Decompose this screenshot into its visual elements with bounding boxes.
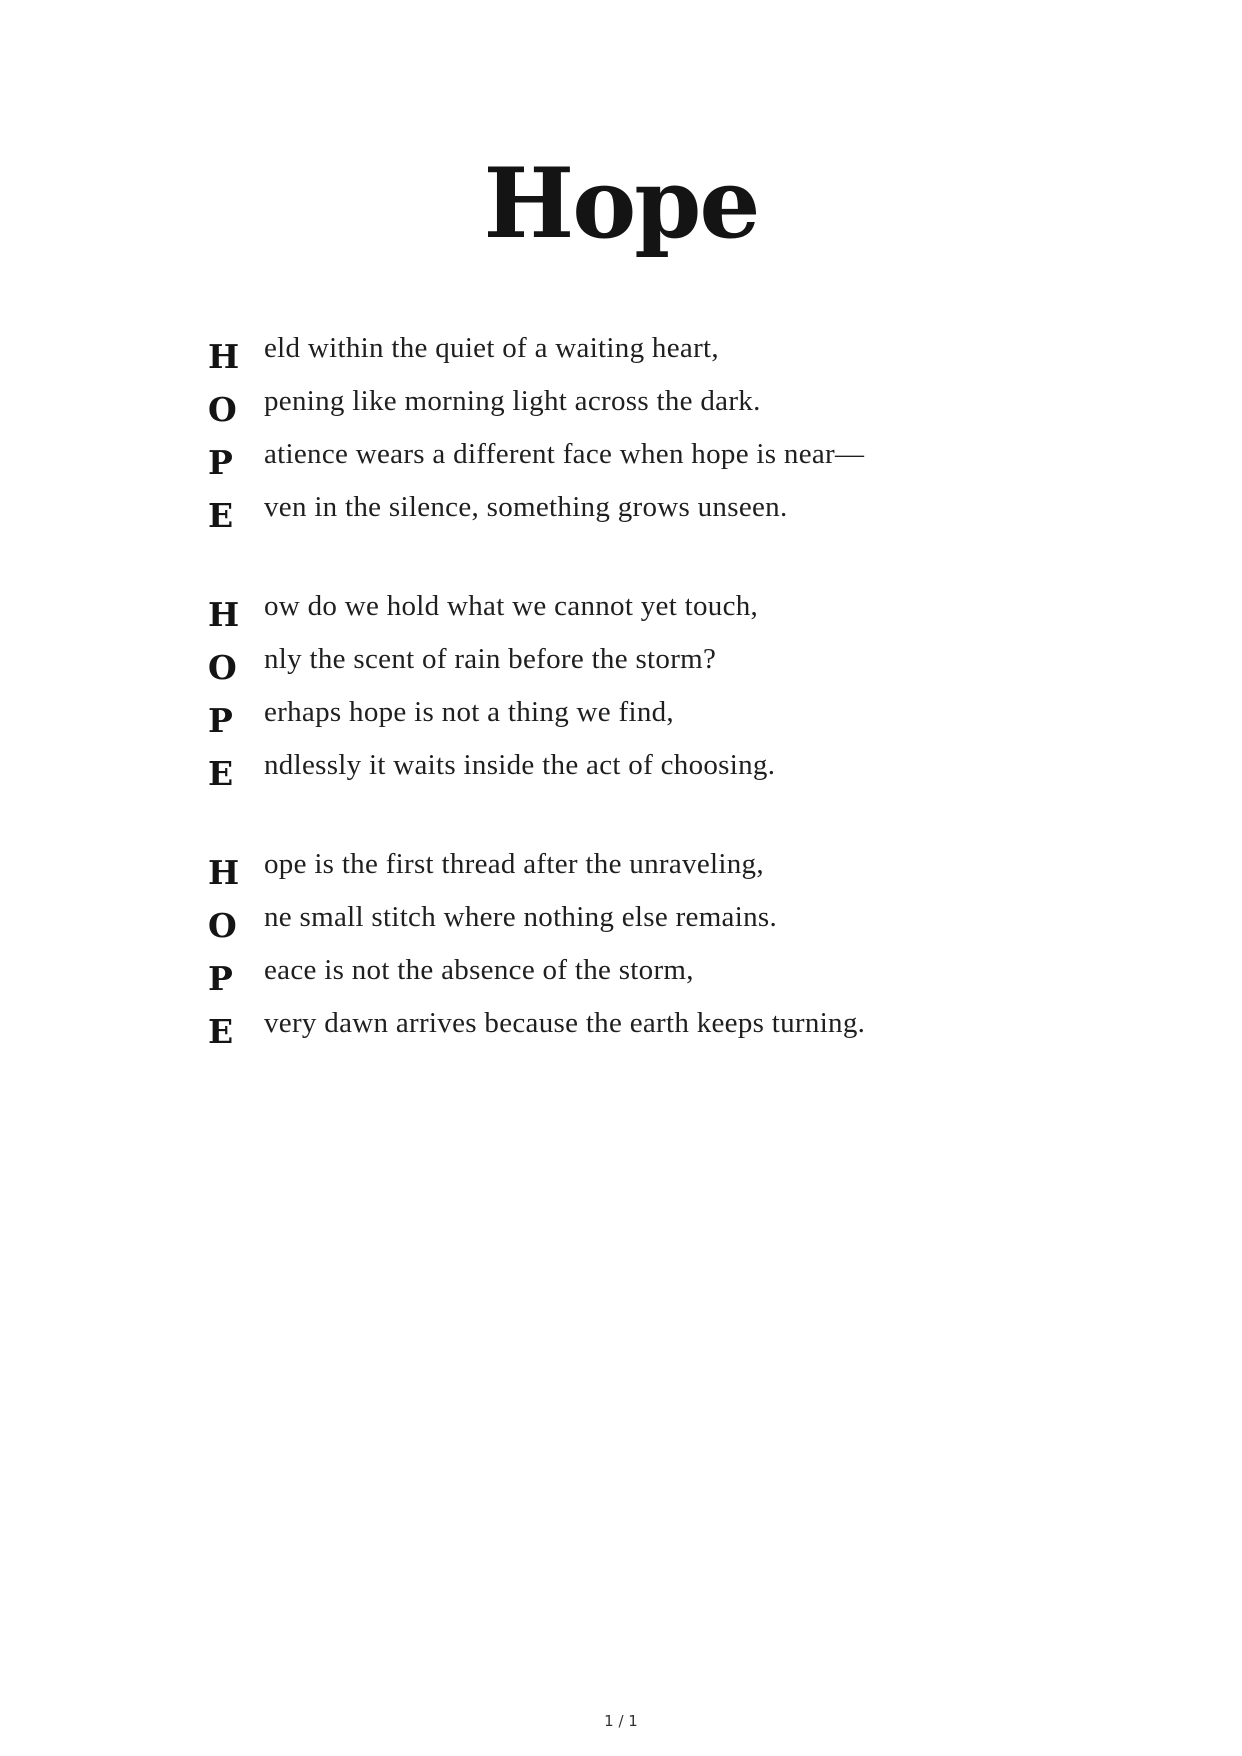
page-title: Hope <box>483 147 759 260</box>
acrostic-initial: O <box>208 906 237 945</box>
acrostic-poem <box>208 330 1008 1104</box>
acrostic-initial: E <box>208 496 234 535</box>
acrostic-initial: H <box>208 337 240 376</box>
line-text: atience wears a different face when hope is near— <box>264 438 865 470</box>
poem-line <box>208 383 1008 436</box>
poem-line <box>208 588 1008 641</box>
acrostic-initial: E <box>208 754 234 793</box>
line-text: ope is the first thread after the unraveling, <box>264 848 764 880</box>
line-text: erhaps hope is not a thing we find, <box>264 696 674 728</box>
line-text: ven in the silence, something grows unseen. <box>264 491 788 523</box>
poem-line <box>208 899 1008 952</box>
acrostic-initial: O <box>208 648 237 687</box>
stanza <box>208 846 1008 1058</box>
poem-line <box>208 694 1008 747</box>
acrostic-initial: P <box>208 959 233 998</box>
poem-line <box>208 846 1008 899</box>
poem-line <box>208 489 1008 542</box>
acrostic-initial: P <box>208 443 233 482</box>
line-text: ow do we hold what we cannot yet touch, <box>264 590 759 622</box>
page-number: 1 / 1 <box>604 1712 638 1730</box>
acrostic-initial: H <box>208 853 240 892</box>
acrostic-initial: E <box>208 1012 234 1051</box>
stanza <box>208 330 1008 542</box>
acrostic-initial: O <box>208 390 237 429</box>
line-text: ne small stitch where nothing else remains. <box>264 901 778 933</box>
poem-line <box>208 1005 1008 1058</box>
poem-line <box>208 330 1008 383</box>
line-text: eace is not the absence of the storm, <box>264 954 694 986</box>
poem-line <box>208 952 1008 1005</box>
line-text: very dawn arrives because the earth keeps turning. <box>264 1007 866 1039</box>
poem-line <box>208 641 1008 694</box>
line-text: eld within the quiet of a waiting heart, <box>264 332 719 364</box>
acrostic-initial: H <box>208 595 240 634</box>
line-text: pening like morning light across the dark. <box>264 385 761 417</box>
acrostic-initial: P <box>208 701 233 740</box>
poem-line <box>208 436 1008 489</box>
stanza <box>208 588 1008 800</box>
line-text: nly the scent of rain before the storm? <box>264 643 717 675</box>
line-text: ndlessly it waits inside the act of choosing. <box>264 749 776 781</box>
poem-line <box>208 747 1008 800</box>
